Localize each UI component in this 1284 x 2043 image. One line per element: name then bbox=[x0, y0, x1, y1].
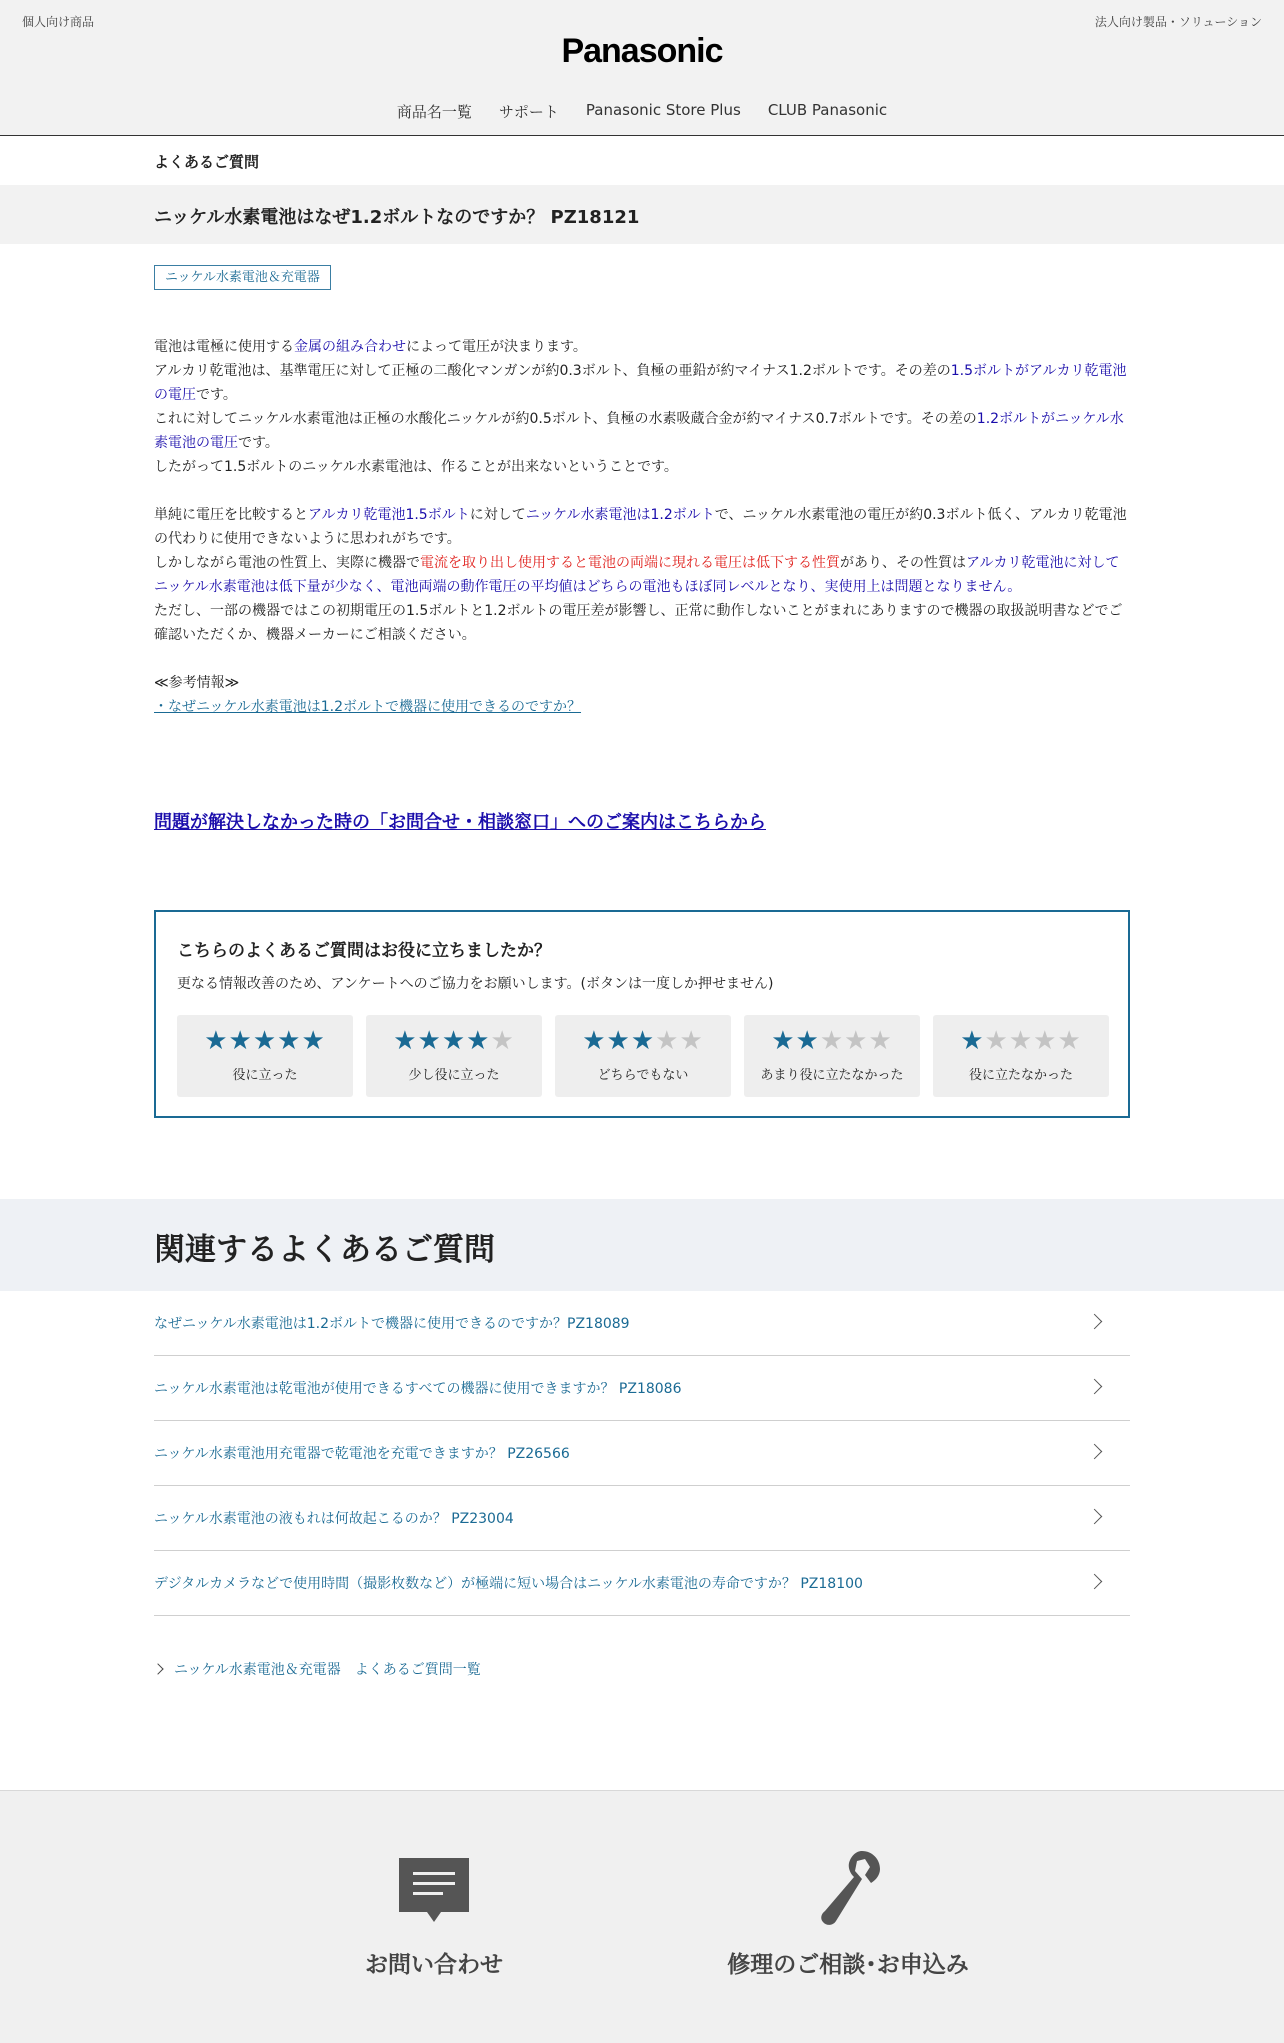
star-icon: ★ bbox=[277, 1026, 302, 1056]
highlight-text: 金属の組み合わせ bbox=[294, 339, 406, 355]
faq-list-link-label: ニッケル水素電池＆充電器 よくあるご質問一覧 bbox=[174, 1662, 481, 1678]
star-icon: ★ bbox=[441, 1026, 467, 1056]
star-icon: ★ bbox=[301, 1026, 326, 1056]
footer bbox=[0, 1790, 1284, 2043]
star-rating bbox=[177, 1026, 353, 1056]
survey-subtitle: 更なる情報改善のため、アンケートへのご協力をお願いします。(ボタンは一度しか押せません) bbox=[177, 976, 774, 992]
text: 電池は電極に使用する bbox=[154, 339, 294, 355]
reference-heading: ≪参考情報≫ bbox=[154, 675, 240, 691]
nav-store-plus[interactable]: Panasonic Store Plus bbox=[585, 101, 741, 119]
nav-product-list[interactable]: 商品名一覧 bbox=[396, 103, 472, 121]
star-icon: ★ bbox=[1008, 1026, 1034, 1056]
answer-body bbox=[154, 335, 1130, 719]
related-list bbox=[154, 1291, 1130, 1616]
star-icon: ★ bbox=[679, 1026, 704, 1056]
star-icon: ★ bbox=[984, 1026, 1009, 1056]
chevron-right-icon bbox=[1087, 1444, 1103, 1460]
star-icon: ★ bbox=[393, 1026, 418, 1056]
survey-title: こちらのよくあるご質問はお役に立ちましたか？ bbox=[177, 941, 551, 961]
answer-paragraph: したがって1.5ボルトのニッケル水素電池は、作ることが出来ないということです。 bbox=[154, 459, 678, 475]
main-nav bbox=[0, 101, 1284, 122]
star-icon: ★ bbox=[252, 1026, 278, 1056]
related-item[interactable] bbox=[154, 1421, 1130, 1486]
rating-button-4[interactable] bbox=[366, 1015, 542, 1097]
chevron-right-icon bbox=[1087, 1574, 1103, 1590]
contact-guide-link[interactable]: 問題が解決しなかった時の「お問合せ・相談窓口」へのご案内はこちらから bbox=[154, 812, 766, 833]
business-solutions-link[interactable]: 法人向け製品・ソリューション bbox=[1094, 15, 1262, 29]
text: によって電圧が決まります。 bbox=[406, 339, 587, 355]
highlight-text: 電池両端の動作電圧の平均値はどちらの電池もほぼ同レベルとなり、実使用上は問題となりません。 bbox=[390, 579, 1022, 595]
related-item[interactable] bbox=[154, 1356, 1130, 1421]
star-icon: ★ bbox=[819, 1026, 845, 1056]
text: があり、その性質は bbox=[840, 555, 966, 571]
text: アルカリ乾電池は、基準電圧に対して正極の二酸化マンガンが約0.3ボルト、負極の亜鉛が約マイナス1.2ボルトです。その差の bbox=[154, 363, 951, 379]
highlight-text-red: 電流を取り出し使用すると電池の両端に現れる電圧は低下する性質 bbox=[420, 555, 840, 571]
page-title: ニッケル水素電池はなぜ1.2ボルトなのですか？ PZ18121 bbox=[154, 207, 640, 228]
chevron-right-icon bbox=[152, 1663, 163, 1674]
star-rating bbox=[744, 1026, 920, 1056]
star-icon: ★ bbox=[606, 1026, 631, 1056]
answer-paragraph: ただし、一部の機器ではこの初期電圧の1.5ボルトと1.2ボルトの電圧差が影響し、正常に動作しないことがまれにありますので機器の取扱説明書などでご確認いただくか、機器メーカーにご相談ください。 bbox=[154, 603, 1123, 643]
highlight-text: アルカリ乾電池に対してニッケル水素電池は低下量が少なく bbox=[154, 555, 1120, 595]
site-header bbox=[0, 0, 1284, 136]
star-icon: ★ bbox=[204, 1026, 229, 1056]
related-item-label: ニッケル水素電池用充電器で乾電池を充電できますか？ PZ26566 bbox=[154, 1446, 570, 1462]
question-bar bbox=[0, 185, 1284, 244]
star-icon: ★ bbox=[795, 1026, 820, 1056]
related-item-label: なぜニッケル水素電池は1.2ボルトで機器に使用できるのですか？PZ18089 bbox=[154, 1316, 630, 1332]
highlight-text: 、 bbox=[376, 579, 391, 595]
answer-paragraph bbox=[154, 335, 1130, 359]
related-title: 関連するよくあるご質問 bbox=[154, 1232, 495, 1268]
answer-paragraph bbox=[154, 551, 1130, 599]
star-icon: ★ bbox=[228, 1026, 253, 1056]
rating-buttons bbox=[177, 1015, 1109, 1097]
faq-list-link[interactable] bbox=[154, 1659, 481, 1679]
chevron-right-icon bbox=[1087, 1314, 1103, 1330]
text: で、ニッケル水素電池の電圧が約0.3ボルト低く、アルカリ乾電池の代わりに使用できないように思われがちです。 bbox=[154, 507, 1127, 547]
star-rating bbox=[555, 1026, 731, 1056]
related-item-label: ニッケル水素電池は乾電池が使用できるすべての機器に使用できますか？ PZ18086 bbox=[154, 1381, 682, 1397]
star-icon: ★ bbox=[960, 1026, 985, 1056]
rating-button-3[interactable] bbox=[555, 1015, 731, 1097]
text: に対して bbox=[469, 507, 526, 523]
category-tag[interactable]: ニッケル水素電池＆充電器 bbox=[154, 265, 331, 290]
star-rating bbox=[933, 1026, 1109, 1056]
rating-button-1[interactable] bbox=[933, 1015, 1109, 1097]
related-item[interactable] bbox=[154, 1551, 1130, 1616]
star-rating bbox=[366, 1026, 542, 1056]
panasonic-logo[interactable]: Panasonic bbox=[561, 32, 723, 70]
star-icon: ★ bbox=[466, 1026, 491, 1056]
related-item-label: デジタルカメラなどで使用時間（撮影枚数など）が極端に短い場合はニッケル水素電池の寿命ですか？ PZ18100 bbox=[154, 1576, 863, 1592]
spacer bbox=[154, 647, 1130, 671]
star-icon: ★ bbox=[844, 1026, 869, 1056]
spacer bbox=[154, 479, 1130, 503]
highlight-text: 1.2ボルトがニッケル水素電池の電圧 bbox=[154, 411, 1124, 451]
answer-paragraph bbox=[154, 407, 1130, 455]
rating-label: 役に立たなかった bbox=[968, 1068, 1073, 1083]
survey-box bbox=[154, 910, 1130, 1118]
star-icon: ★ bbox=[1057, 1026, 1082, 1056]
related-item[interactable] bbox=[154, 1291, 1130, 1356]
star-icon: ★ bbox=[417, 1026, 442, 1056]
wrench-icon bbox=[818, 1849, 882, 1927]
star-icon: ★ bbox=[630, 1026, 656, 1056]
answer-paragraph bbox=[154, 359, 1130, 407]
star-icon: ★ bbox=[655, 1026, 680, 1056]
personal-products-link[interactable]: 個人向け商品 bbox=[22, 15, 95, 29]
star-icon: ★ bbox=[1033, 1026, 1058, 1056]
nav-support[interactable]: サポート bbox=[498, 103, 559, 121]
related-item[interactable] bbox=[154, 1486, 1130, 1551]
footer-contact-label: お問い合わせ bbox=[365, 1952, 503, 1978]
star-icon: ★ bbox=[771, 1026, 796, 1056]
rating-label: あまり役に立たなかった bbox=[760, 1068, 904, 1083]
star-icon: ★ bbox=[868, 1026, 893, 1056]
highlight-text: ニッケル水素電池は1.2ボルト bbox=[525, 507, 715, 523]
rating-label: 役に立った bbox=[232, 1068, 298, 1083]
text: 単純に電圧を比較すると bbox=[154, 507, 308, 523]
text: しかしながら電池の性質上、実際に機器で bbox=[154, 555, 420, 571]
highlight-text: 1.5ボルトがアルカリ乾電池の電圧 bbox=[154, 363, 1127, 403]
related-item-label: ニッケル水素電池の液もれは何故起こるのか？ PZ23004 bbox=[154, 1511, 514, 1527]
message-icon bbox=[397, 1856, 471, 1924]
star-icon: ★ bbox=[582, 1026, 607, 1056]
rating-label: 少し役に立った bbox=[408, 1068, 500, 1083]
text: です。 bbox=[238, 435, 279, 451]
footer-repair-label: 修理のご相談･お申込み bbox=[727, 1952, 969, 1978]
text: これに対してニッケル水素電池は正極の水酸化ニッケルが約0.5ボルト、負極の水素吸蔵合金が約マイナス0.7ボルトです。その差の bbox=[154, 411, 977, 427]
answer-paragraph bbox=[154, 503, 1130, 551]
related-header bbox=[0, 1199, 1284, 1291]
rating-button-5[interactable] bbox=[177, 1015, 353, 1097]
text: です。 bbox=[196, 387, 237, 403]
breadcrumb: よくあるご質問 bbox=[154, 153, 260, 171]
rating-label: どちらでもない bbox=[597, 1068, 689, 1083]
star-icon: ★ bbox=[490, 1026, 515, 1056]
nav-club-panasonic[interactable]: CLUB Panasonic bbox=[767, 101, 888, 119]
highlight-text: アルカリ乾電池1.5ボルト bbox=[308, 507, 470, 523]
chevron-right-icon bbox=[1087, 1509, 1103, 1525]
reference-link[interactable]: ・なぜニッケル水素電池は1.2ボルトで機器に使用できるのですか？ bbox=[154, 699, 582, 715]
chevron-right-icon bbox=[1087, 1379, 1103, 1395]
rating-button-2[interactable] bbox=[744, 1015, 920, 1097]
